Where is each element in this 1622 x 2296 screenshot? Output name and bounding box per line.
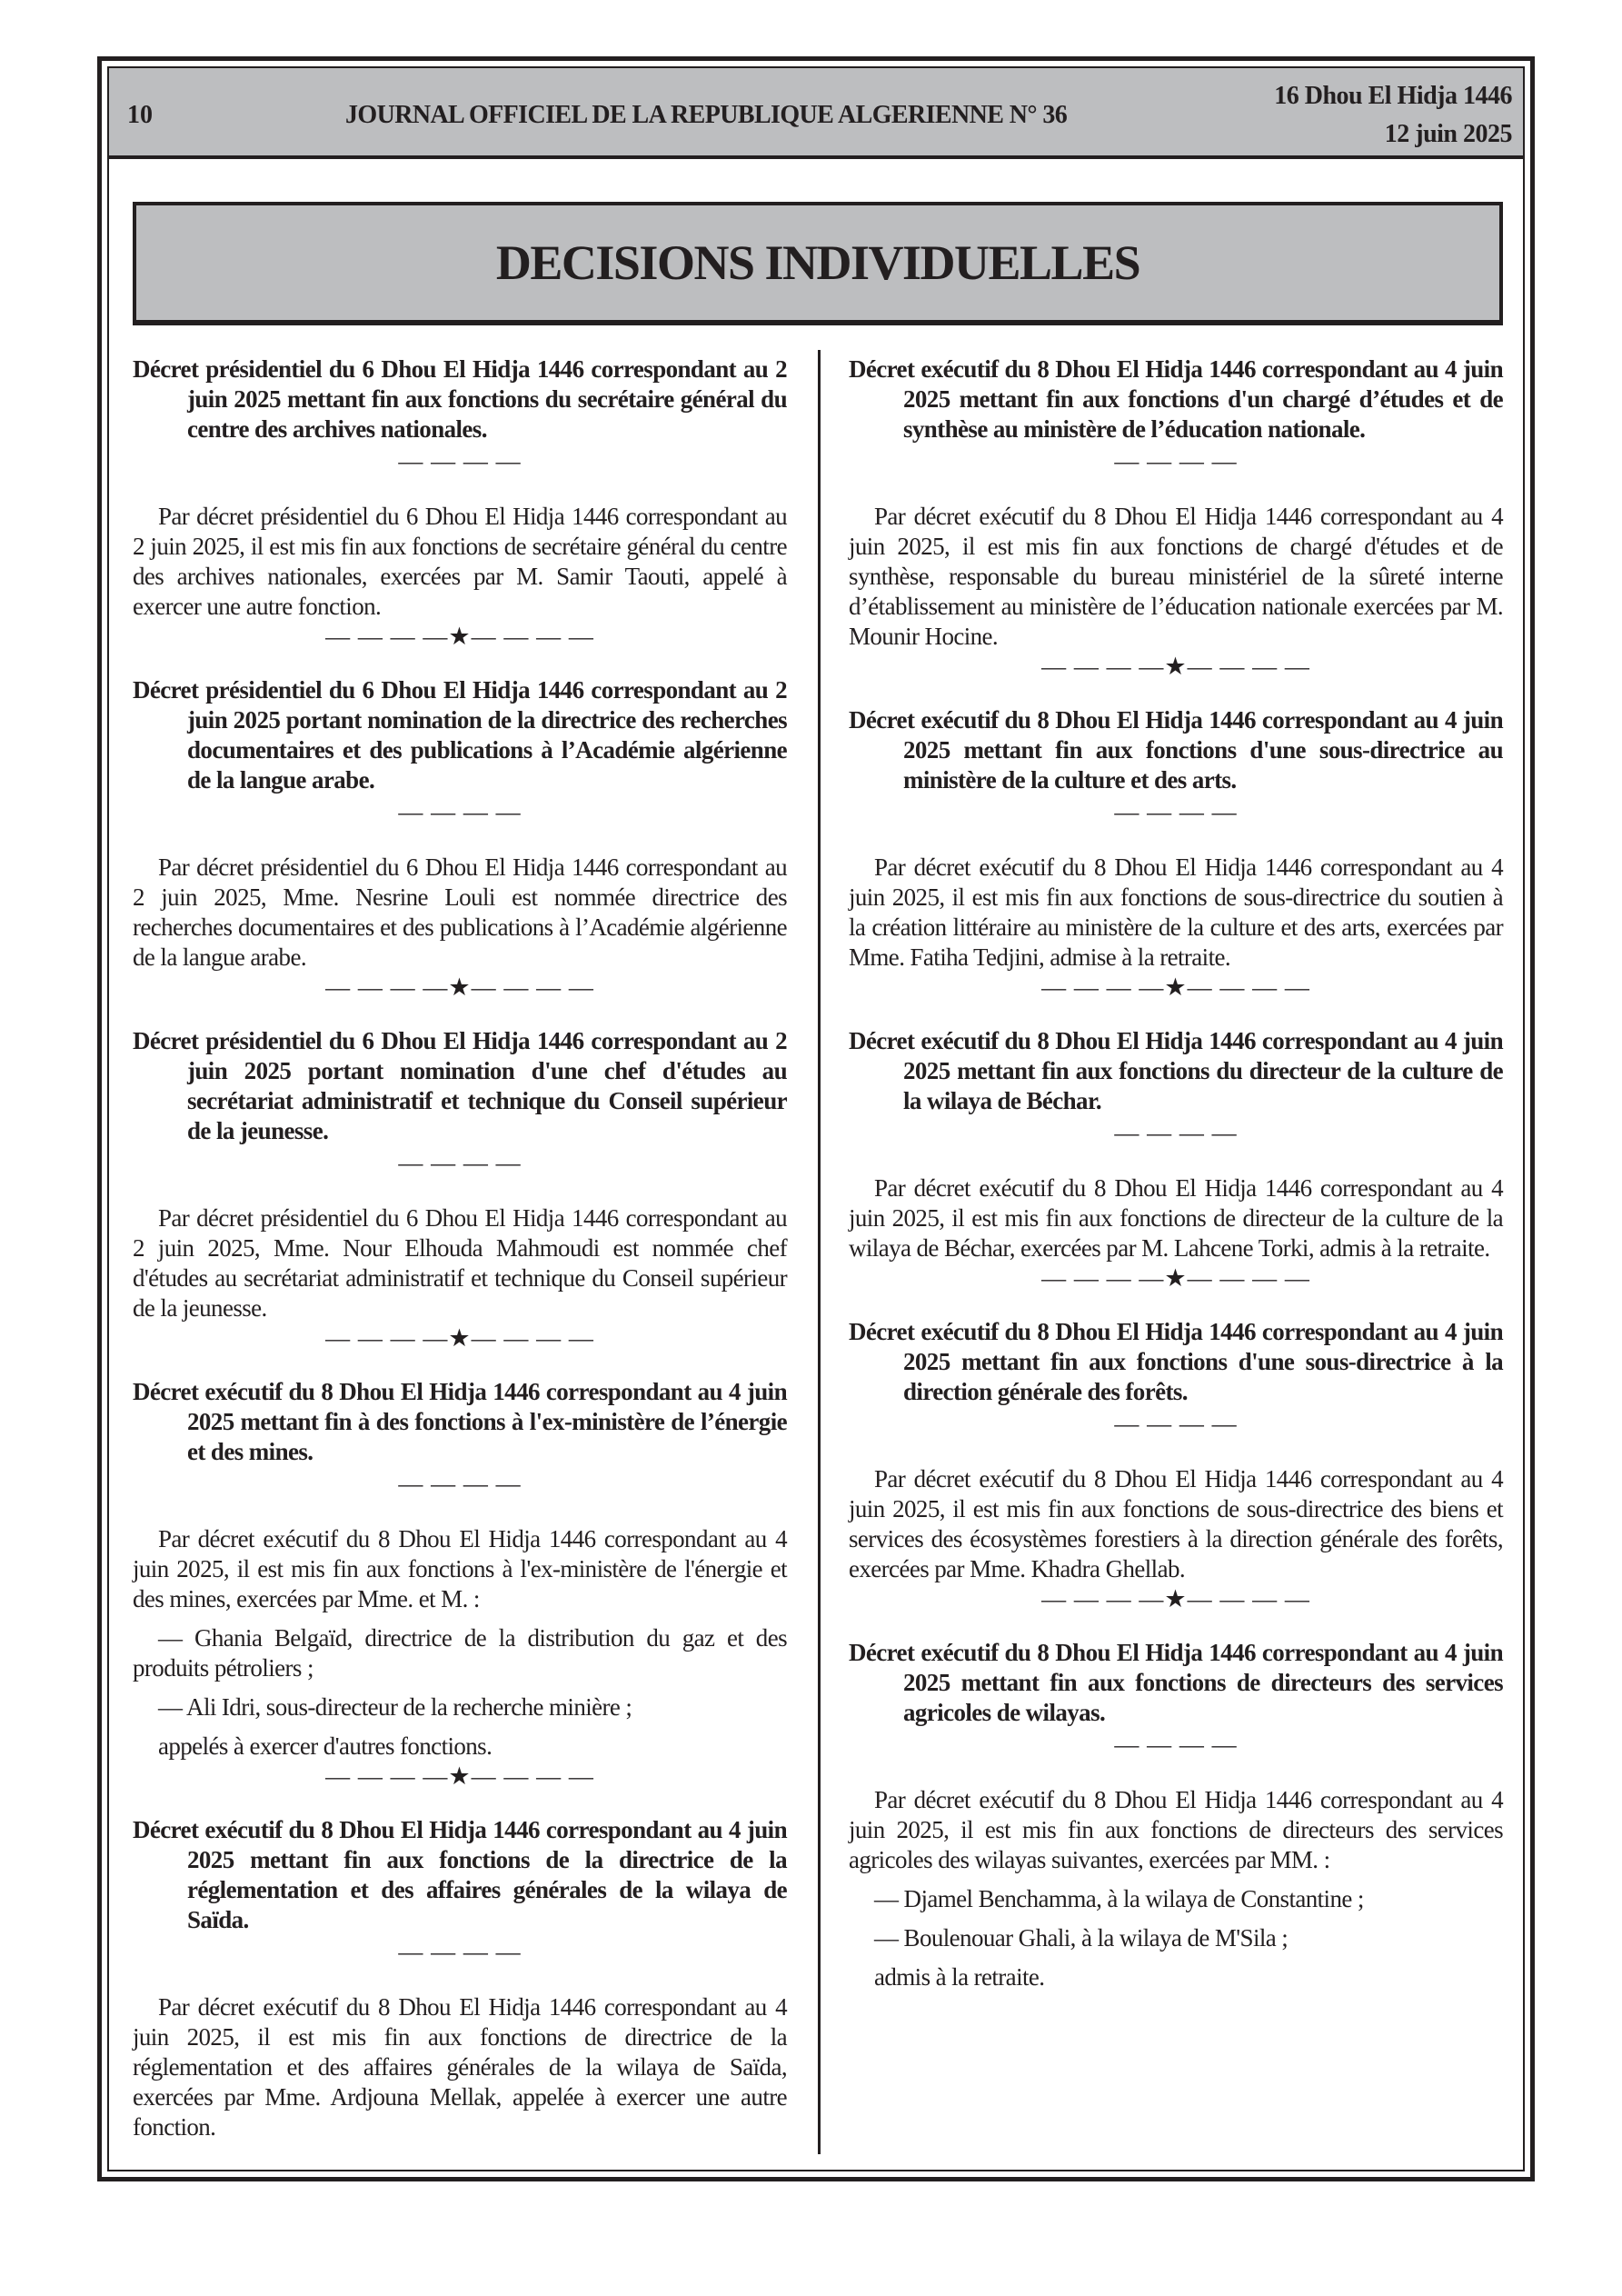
right-column <box>849 354 1503 1992</box>
issue-date <box>1274 77 1512 154</box>
short-separator: — — — — <box>1114 798 1238 825</box>
decree-list-item: — Ghania Belgaïd, directrice de la distribution du gaz et des produits pétroliers ; <box>133 1624 787 1682</box>
short-separator: — — — — <box>1114 1119 1238 1146</box>
decree-entry <box>849 354 1503 682</box>
decree-entry <box>133 1026 787 1353</box>
decree-list-item: — Ali Idri, sous-directeur de la recherche minière ; <box>158 1693 632 1721</box>
section-title-box <box>133 202 1503 325</box>
hijri-date: 16 Dhou El Hidja 1446 <box>1274 82 1512 110</box>
decree-body: Par décret exécutif du 8 Dhou El Hidja 1446 correspondant au 4 juin 2025, il est mis fin aux fonctions de directrice de la réglementation et des affaires générales de la wilaya de Saïda, exercées par Mme. Ardjouna Mellak, appelée à exercer une autre fonction. <box>133 1993 787 2141</box>
short-separator: — — — — <box>398 447 522 474</box>
decree-body: Par décret présidentiel du 6 Dhou El Hidja 1446 correspondant au 2 juin 2025, Mme. Nour Elhouda Mahmoudi est nommée chef d'études au secrétariat administratif et technique du Conseil supérieur de la jeunesse. <box>133 1204 787 1322</box>
short-separator: — — — — <box>1114 447 1238 474</box>
journal-header <box>109 68 1523 159</box>
decree-body: Par décret exécutif du 8 Dhou El Hidja 1446 correspondant au 4 juin 2025, il est mis fin aux fonctions de chargé d'études et de synthèse, responsable du bureau ministériel de la sûreté interne d’établissement au ministère de l’éducation nationale exercées par M. Mounir Hocine. <box>849 503 1503 650</box>
star-separator: — — — —★— — — — <box>325 623 594 650</box>
decree-heading: Décret exécutif du 8 Dhou El Hidja 1446 correspondant au 4 juin 2025 mettant fin à des fonctions à l'ex-ministère de l’énergie et des mines. <box>133 1378 787 1465</box>
decree-heading: Décret exécutif du 8 Dhou El Hidja 1446 correspondant au 4 juin 2025 mettant fin aux fonctions de la directrice de la réglementation et des affaires générales de la wilaya de Saïda. <box>133 1816 787 1933</box>
star-separator: — — — —★— — — — <box>1041 1264 1310 1292</box>
decree-body: Par décret exécutif du 8 Dhou El Hidja 1446 correspondant au 4 juin 2025, il est mis fin aux fonctions de directeur de la culture de la wilaya de Béchar, exercées par M. Lahcene Torki, admis à la retraite. <box>849 1174 1503 1262</box>
short-separator: — — — — <box>398 1470 522 1497</box>
short-separator: — — — — <box>398 1938 522 1965</box>
gregorian-date: 12 juin 2025 <box>1384 120 1512 148</box>
decree-entry <box>133 1815 787 2142</box>
short-separator: — — — — <box>398 798 522 825</box>
left-column <box>133 354 787 2142</box>
star-separator: — — — —★— — — — <box>325 1762 594 1790</box>
decree-list-item: — Boulenouar Ghali, à la wilaya de M'Sila ; <box>874 1924 1289 1952</box>
star-separator: — — — —★— — — — <box>1041 653 1310 680</box>
decree-heading: Décret exécutif du 8 Dhou El Hidja 1446 correspondant au 4 juin 2025 mettant fin aux fonctions d'une sous-directrice à la direction générale des forêts. <box>849 1318 1503 1405</box>
star-separator: — — — —★— — — — <box>1041 1585 1310 1612</box>
decree-body: Par décret présidentiel du 6 Dhou El Hidja 1446 correspondant au 2 juin 2025, il est mis fin aux fonctions de secrétaire général du centre des archives nationales, exercées par M. Samir Taouti, appelé à exercer une autre fonction. <box>133 503 787 620</box>
decree-list-item: — Djamel Benchamma, à la wilaya de Constantine ; <box>874 1885 1364 1912</box>
decree-body: Par décret exécutif du 8 Dhou El Hidja 1446 correspondant au 4 juin 2025, il est mis fin aux fonctions de sous-directrice des biens et services des écosystèmes forestiers à la direction générale des forêts, exercées par Mme. Khadra Ghellab. <box>849 1465 1503 1582</box>
page-number: 10 <box>127 101 153 129</box>
short-separator: — — — — <box>398 1149 522 1176</box>
decree-closing: admis à la retraite. <box>874 1963 1045 1991</box>
decree-heading: Décret exécutif du 8 Dhou El Hidja 1446 correspondant au 4 juin 2025 mettant fin aux fonctions de directeurs des services agricoles de wilayas. <box>849 1639 1503 1726</box>
decree-body: Par décret exécutif du 8 Dhou El Hidja 1446 correspondant au 4 juin 2025, il est mis fin aux fonctions à l'ex-ministère de l'énergie et des mines, exercées par Mme. et M. : <box>133 1525 787 1612</box>
decree-heading: Décret exécutif du 8 Dhou El Hidja 1446 correspondant au 4 juin 2025 mettant fin aux fonctions du directeur de la culture de la wilaya de Béchar. <box>849 1027 1503 1114</box>
decree-heading: Décret présidentiel du 6 Dhou El Hidja 1446 correspondant au 2 juin 2025 portant nomination de la directrice des recherches documentaires et des publications à l’Académie algérienne de la langue arabe. <box>133 676 787 794</box>
decree-entry <box>133 354 787 652</box>
decree-entry <box>133 1377 787 1792</box>
star-separator: — — — —★— — — — <box>325 973 594 1001</box>
decree-heading: Décret présidentiel du 6 Dhou El Hidja 1446 correspondant au 2 juin 2025 mettant fin aux fonctions du secrétaire général du centre des archives nationales. <box>133 355 787 443</box>
decree-body: Par décret exécutif du 8 Dhou El Hidja 1446 correspondant au 4 juin 2025, il est mis fin aux fonctions de directeurs des services agricoles des wilayas suivantes, exercées par MM. : <box>849 1786 1503 1873</box>
star-separator: — — — —★— — — — <box>1041 973 1310 1001</box>
short-separator: — — — — <box>1114 1731 1238 1758</box>
decree-entry <box>849 1026 1503 1293</box>
decree-body: Par décret exécutif du 8 Dhou El Hidja 1446 correspondant au 4 juin 2025, il est mis fin aux fonctions de sous-directrice du soutien à la création littéraire au ministère de la culture et des arts, exercées par Mme. Fatiha Tedjini, admise à la retraite. <box>849 854 1503 971</box>
decree-entry <box>849 705 1503 1003</box>
star-separator: — — — —★— — — — <box>325 1324 594 1352</box>
section-title: DECISIONS INDIVIDUELLES <box>495 235 1140 290</box>
decree-closing: appelés à exercer d'autres fonctions. <box>158 1732 493 1760</box>
decree-heading: Décret présidentiel du 6 Dhou El Hidja 1446 correspondant au 2 juin 2025 portant nomination d'une chef d'études au secrétariat administratif et technique du Conseil supérieur de la jeunesse. <box>133 1027 787 1144</box>
decree-heading: Décret exécutif du 8 Dhou El Hidja 1446 correspondant au 4 juin 2025 mettant fin aux fonctions d'une sous-directrice au ministère de la culture et des arts. <box>849 706 1503 794</box>
column-divider <box>818 350 821 2154</box>
decree-entry <box>849 1317 1503 1614</box>
decree-heading: Décret exécutif du 8 Dhou El Hidja 1446 correspondant au 4 juin 2025 mettant fin aux fonctions d'un chargé d’études et de synthèse au ministère de l’éducation nationale. <box>849 355 1503 443</box>
short-separator: — — — — <box>1114 1410 1238 1437</box>
decree-body: Par décret présidentiel du 6 Dhou El Hidja 1446 correspondant au 2 juin 2025, Mme. Nesrine Louli est nommée directrice des recherches documentaires et des publications à l’Académie algérienne de la langue arabe. <box>133 854 787 971</box>
decree-entry <box>849 1638 1503 1992</box>
decree-entry <box>133 675 787 1003</box>
journal-title: JOURNAL OFFICIEL DE LA REPUBLIQUE ALGERIENNE N° 36 <box>345 101 1068 129</box>
